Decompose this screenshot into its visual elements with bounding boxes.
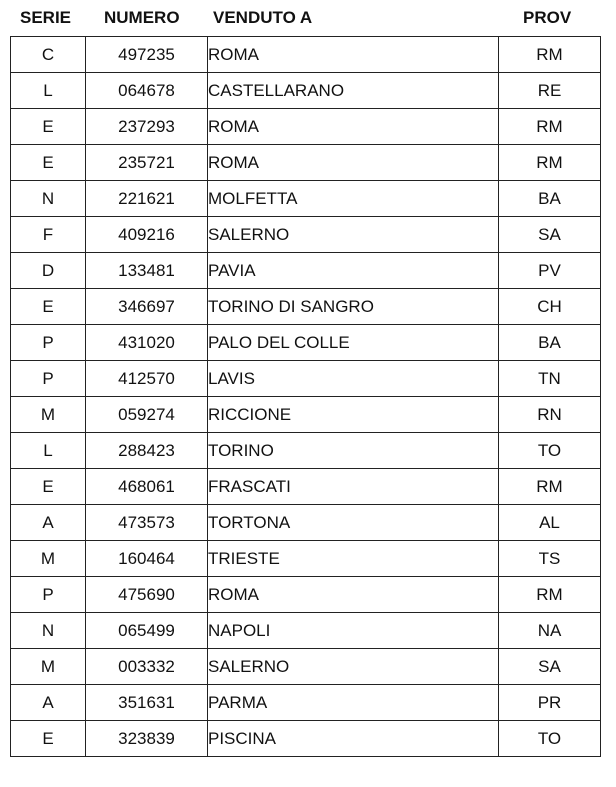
cell-serie: E (11, 721, 86, 757)
table-row (11, 145, 601, 181)
cell-prov: SA (499, 649, 601, 685)
table-row (11, 541, 601, 577)
cell-venduto-a: PARMA (208, 685, 499, 721)
table-row (11, 469, 601, 505)
cell-prov: SA (499, 217, 601, 253)
cell-numero: 497235 (86, 37, 208, 73)
cell-prov: PR (499, 685, 601, 721)
cell-prov: PV (499, 253, 601, 289)
cell-serie: E (11, 145, 86, 181)
column-header-serie: SERIE (20, 8, 72, 27)
cell-serie: M (11, 649, 86, 685)
cell-numero: 059274 (86, 397, 208, 433)
cell-serie: E (11, 469, 86, 505)
cell-numero: 351631 (86, 685, 208, 721)
cell-serie: P (11, 361, 86, 397)
cell-prov: RN (499, 397, 601, 433)
cell-prov: TN (499, 361, 601, 397)
cell-prov: RM (499, 469, 601, 505)
table-row (11, 217, 601, 253)
cell-venduto-a: ROMA (208, 109, 499, 145)
cell-venduto-a: PAVIA (208, 253, 499, 289)
cell-venduto-a: ROMA (208, 145, 499, 181)
cell-prov: BA (499, 325, 601, 361)
cell-numero: 133481 (86, 253, 208, 289)
table-row (11, 289, 601, 325)
cell-numero: 468061 (86, 469, 208, 505)
table-row (11, 397, 601, 433)
table-row (11, 577, 601, 613)
cell-numero: 412570 (86, 361, 208, 397)
cell-venduto-a: ROMA (208, 37, 499, 73)
cell-venduto-a: PISCINA (208, 721, 499, 757)
cell-prov: TO (499, 721, 601, 757)
table-row (11, 73, 601, 109)
cell-numero: 431020 (86, 325, 208, 361)
cell-serie: P (11, 577, 86, 613)
cell-venduto-a: ROMA (208, 577, 499, 613)
cell-venduto-a: CASTELLARANO (208, 73, 499, 109)
table-row (11, 253, 601, 289)
table-body (11, 37, 601, 757)
cell-prov: RM (499, 577, 601, 613)
sales-table (10, 36, 601, 757)
cell-prov: RM (499, 145, 601, 181)
cell-prov: RM (499, 109, 601, 145)
cell-numero: 288423 (86, 433, 208, 469)
cell-serie: E (11, 289, 86, 325)
cell-serie: N (11, 181, 86, 217)
table-row (11, 109, 601, 145)
cell-serie: F (11, 217, 86, 253)
cell-numero: 064678 (86, 73, 208, 109)
cell-numero: 473573 (86, 505, 208, 541)
cell-venduto-a: FRASCATI (208, 469, 499, 505)
table-row (11, 685, 601, 721)
cell-prov: AL (499, 505, 601, 541)
cell-numero: 003332 (86, 649, 208, 685)
cell-venduto-a: TORINO DI SANGRO (208, 289, 499, 325)
cell-serie: A (11, 685, 86, 721)
table-row (11, 505, 601, 541)
table-row (11, 613, 601, 649)
cell-prov: TO (499, 433, 601, 469)
cell-numero: 221621 (86, 181, 208, 217)
cell-numero: 235721 (86, 145, 208, 181)
cell-prov: TS (499, 541, 601, 577)
table-row (11, 721, 601, 757)
cell-prov: RE (499, 73, 601, 109)
table-header (0, 0, 616, 36)
cell-venduto-a: TORINO (208, 433, 499, 469)
cell-venduto-a: SALERNO (208, 649, 499, 685)
cell-serie: L (11, 73, 86, 109)
column-header-prov: PROV (523, 8, 572, 27)
cell-serie: D (11, 253, 86, 289)
table-row (11, 181, 601, 217)
cell-numero: 160464 (86, 541, 208, 577)
cell-serie: M (11, 397, 86, 433)
cell-serie: C (11, 37, 86, 73)
cell-venduto-a: RICCIONE (208, 397, 499, 433)
cell-prov: RM (499, 37, 601, 73)
cell-numero: 323839 (86, 721, 208, 757)
cell-venduto-a: TRIESTE (208, 541, 499, 577)
cell-prov: NA (499, 613, 601, 649)
cell-venduto-a: LAVIS (208, 361, 499, 397)
table-row (11, 649, 601, 685)
cell-serie: N (11, 613, 86, 649)
cell-serie: M (11, 541, 86, 577)
cell-venduto-a: MOLFETTA (208, 181, 499, 217)
cell-prov: CH (499, 289, 601, 325)
table-row (11, 325, 601, 361)
table-row (11, 433, 601, 469)
cell-venduto-a: NAPOLI (208, 613, 499, 649)
column-header-numero: NUMERO (104, 8, 180, 27)
table-row (11, 37, 601, 73)
cell-venduto-a: PALO DEL COLLE (208, 325, 499, 361)
cell-venduto-a: SALERNO (208, 217, 499, 253)
cell-prov: BA (499, 181, 601, 217)
cell-numero: 237293 (86, 109, 208, 145)
cell-numero: 065499 (86, 613, 208, 649)
cell-numero: 346697 (86, 289, 208, 325)
cell-serie: E (11, 109, 86, 145)
cell-serie: P (11, 325, 86, 361)
table-row (11, 361, 601, 397)
cell-serie: A (11, 505, 86, 541)
column-header-venduto-a: VENDUTO A (213, 8, 313, 27)
cell-numero: 409216 (86, 217, 208, 253)
cell-numero: 475690 (86, 577, 208, 613)
cell-serie: L (11, 433, 86, 469)
cell-venduto-a: TORTONA (208, 505, 499, 541)
